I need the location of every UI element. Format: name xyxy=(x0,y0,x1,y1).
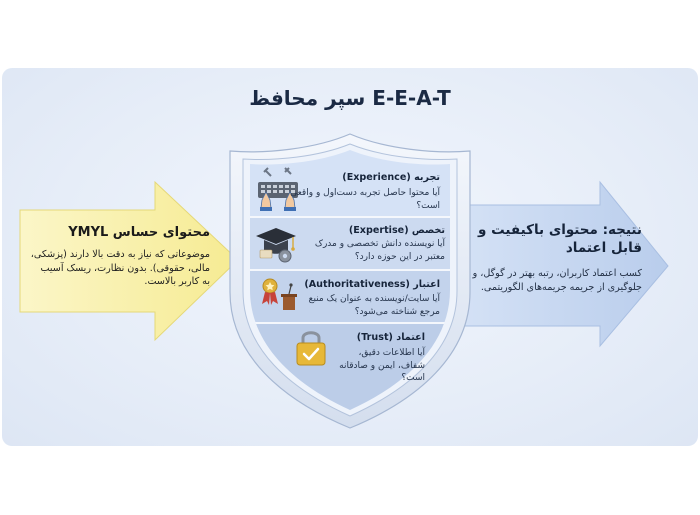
input-body: موضوعاتی که نیاز به دقت بالا دارند (پزشکی، مالی، حقوقی). بدون نظارت، ریسک آسیب به کاربر بالاست. xyxy=(30,249,210,287)
layer-trust-body: آیا اطلاعات دقیق، شفاف، ایمن و صادقانه است؟ xyxy=(339,348,425,383)
layer-trust-heading: اعتماد (Trust) xyxy=(356,332,425,343)
output-heading: نتیجه: محتوای باکیفیت و قابل اعتماد xyxy=(478,222,642,256)
layer-authoritativeness-heading: اعتبار (Authoritativeness) xyxy=(304,279,440,290)
input-heading: محتوای حساس YMYL xyxy=(68,225,210,240)
layer-expertise-heading: تخصص (Expertise) xyxy=(348,225,445,236)
layer-experience-body: آیا محتوا حاصل تجربه دست‌اول و واقعی است؟ xyxy=(290,188,440,211)
output-body: کسب اعتماد کاربران، رتبه بهتر در گوگل، و جلوگیری از جریمه جریمه‌های الگوریتمی. xyxy=(472,268,642,293)
layer-authoritativeness-body: آیا سایت/نویسنده به عنوان یک منبع مرجع شناخته می‌شود؟ xyxy=(308,294,440,317)
diagram-title: سپر محافظ E-E-A-T xyxy=(249,86,451,110)
layer-experience-heading: تجربه (Experience) xyxy=(342,172,440,183)
layer-expertise-body: آیا نویسنده دانش تخصصی و مدرک معتبر در این حوزه دارد؟ xyxy=(314,239,445,262)
